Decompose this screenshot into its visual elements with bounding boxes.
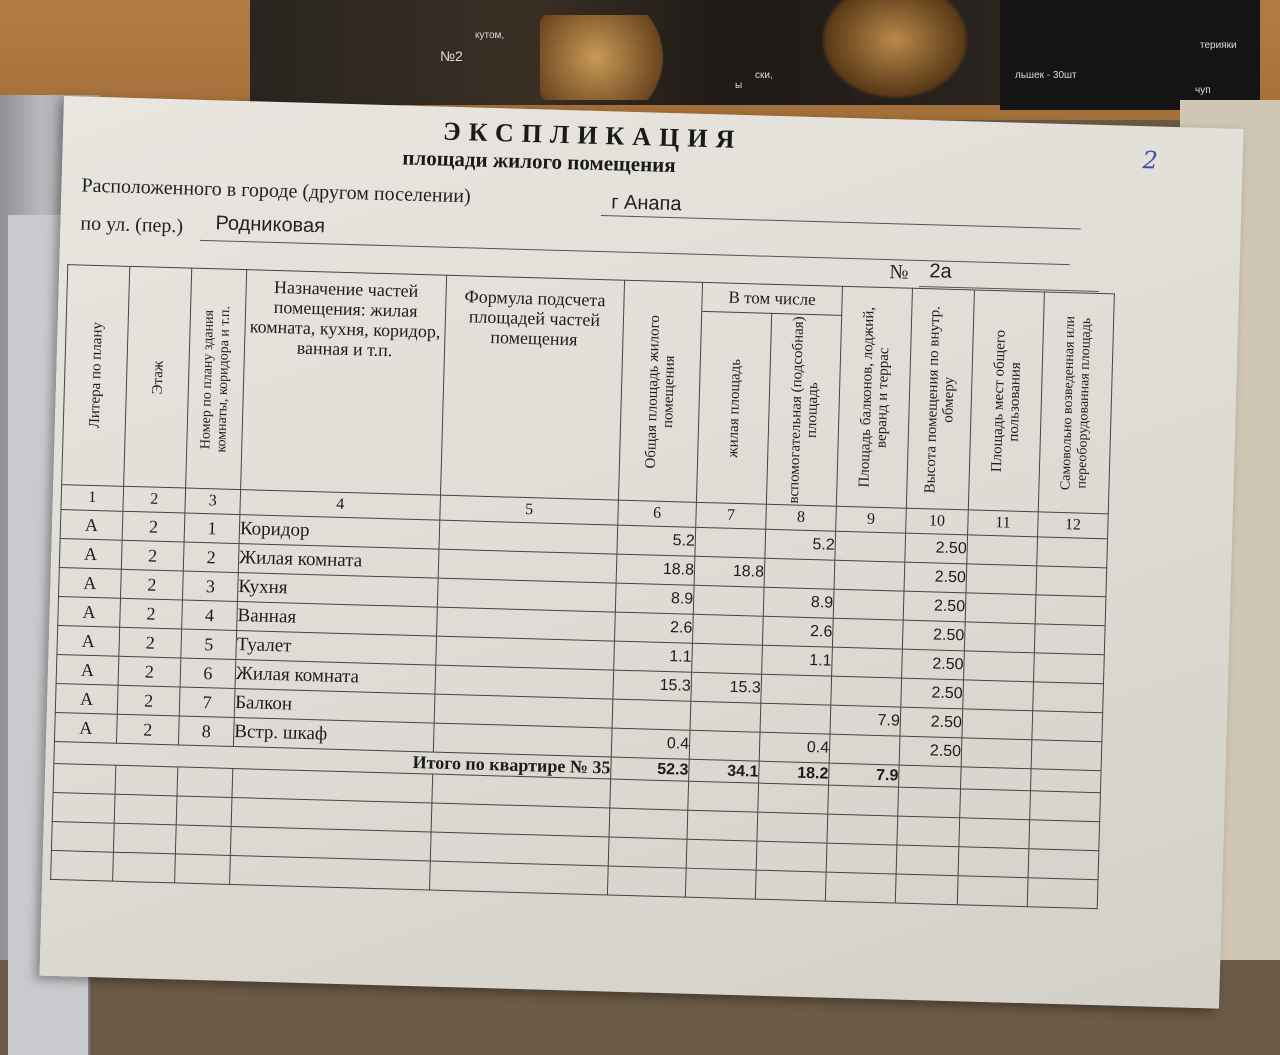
cell-unauthorized-area [1036, 566, 1107, 597]
cell-auxiliary-area: 0.4 [759, 732, 830, 763]
cell-height: 2.50 [902, 620, 965, 651]
cell-floor: 2 [118, 656, 181, 687]
explication-table [50, 264, 1115, 909]
cell-litera: А [56, 655, 119, 686]
column-number: 11 [968, 510, 1039, 537]
dark-menu-card [1000, 0, 1260, 110]
cell-auxiliary-area: 1.1 [762, 645, 833, 676]
cell-balcony-area [833, 589, 904, 620]
cell-total-area: 15.3 [613, 670, 692, 701]
cell-auxiliary-area [760, 703, 831, 734]
food-image [820, 0, 970, 100]
cell-floor: 2 [121, 540, 184, 571]
cell-room-name: Жилая комната [235, 660, 436, 695]
cell-balcony-area [835, 531, 906, 562]
cell-height: 2.50 [903, 591, 966, 622]
header-common-area: Площадь мест общего пользования [968, 290, 1044, 512]
house-value: 2а [929, 260, 952, 283]
cell-auxiliary-area: 8.9 [763, 587, 834, 618]
cell-height: 2.50 [905, 533, 968, 564]
cell-common-area [965, 593, 1036, 624]
totals-total-area: 52.3 [611, 757, 690, 781]
cell-balcony-area: 7.9 [830, 705, 901, 736]
cell-auxiliary-area: 2.6 [762, 616, 833, 647]
cell-balcony-area [832, 647, 903, 678]
cell-total-area: 18.8 [616, 554, 695, 585]
header-balcony-area: Площадь балконов, лоджий, веранд и террас [836, 286, 912, 508]
city-label: Расположенного в городе (другом поселении) [81, 174, 472, 208]
cell-balcony-area [831, 676, 902, 707]
header-purpose: Назначение частей помещения: жилая комната, кухня, коридор, ванная и т.п. [241, 270, 447, 495]
cell-total-area: 5.2 [617, 525, 696, 556]
cell-unauthorized-area [1034, 653, 1105, 684]
header-room-number: Номер по плану здания комнаты, коридора и т.п. [186, 268, 247, 489]
totals-balcony-area: 7.9 [829, 763, 900, 787]
cell-common-area [962, 709, 1033, 740]
cell-room-number: 6 [180, 658, 236, 689]
cell-height: 2.50 [904, 562, 967, 593]
cell-floor: 2 [120, 569, 183, 600]
card-text: №2 [440, 48, 463, 64]
column-number: 2 [123, 486, 186, 513]
card-text: ски, [755, 70, 773, 81]
cell-litera: А [60, 510, 123, 541]
header-auxiliary-area: вспомогательная (подсобная) площадь [766, 313, 841, 506]
cell-floor: 2 [119, 627, 182, 658]
totals-auxiliary-area: 18.2 [759, 761, 830, 785]
column-number: 4 [240, 490, 441, 521]
cell-height: 2.50 [901, 678, 964, 709]
cell-litera: А [55, 684, 118, 715]
header-floor: Этаж [124, 266, 192, 488]
cell-total-area: 0.4 [611, 728, 690, 759]
cell-room-number: 7 [179, 687, 235, 718]
cell-balcony-area [834, 560, 905, 591]
column-number: 8 [766, 504, 837, 531]
column-number: 3 [185, 488, 241, 515]
cell-room-name: Встр. шкаф [233, 717, 434, 752]
document-subtitle: площади жилого помещения [402, 145, 677, 178]
empty-cell [899, 765, 962, 789]
cell-litera: А [59, 539, 122, 570]
cell-unauthorized-area [1032, 711, 1103, 742]
cell-litera: А [57, 626, 120, 657]
header-including-group: В том числе [702, 282, 843, 315]
cell-unauthorized-area [1037, 537, 1108, 568]
cell-living-area: 18.8 [694, 556, 765, 587]
column-number: 6 [618, 500, 697, 527]
cell-living-area [692, 614, 763, 645]
header-total-area: Общая площадь жилого помещения [618, 280, 702, 502]
cell-balcony-area [832, 618, 903, 649]
cell-litera: А [59, 568, 122, 599]
column-number: 7 [696, 502, 767, 529]
cell-common-area [963, 680, 1034, 711]
cell-litera: А [54, 712, 117, 743]
street-label: по ул. (пер.) [80, 212, 184, 238]
cell-room-number: 8 [178, 716, 234, 747]
cell-room-number: 4 [182, 600, 238, 631]
cell-total-area: 8.9 [615, 583, 694, 614]
cell-height: 2.50 [902, 649, 965, 680]
cell-common-area [964, 651, 1035, 682]
house-label: № [889, 261, 909, 284]
cell-living-area [689, 730, 760, 761]
totals-label: Итого по квартире № 35 [54, 741, 611, 779]
column-number: 1 [61, 485, 124, 512]
cell-total-area [612, 699, 691, 730]
cell-room-name: Ванная [237, 602, 438, 637]
cell-room-number: 1 [184, 513, 240, 544]
header-living-area: жилая площадь [696, 311, 771, 504]
cell-room-name: Коридор [239, 515, 440, 550]
cell-living-area [692, 643, 763, 674]
column-number: 12 [1038, 512, 1109, 539]
cell-auxiliary-area [764, 558, 835, 589]
cell-living-area [693, 585, 764, 616]
column-number: 9 [836, 506, 907, 533]
empty-cell [1030, 769, 1101, 793]
cell-common-area [966, 564, 1037, 595]
cell-room-number: 2 [183, 542, 239, 573]
cell-auxiliary-area: 5.2 [765, 529, 836, 560]
food-image [540, 15, 680, 100]
cell-height: 2.50 [899, 736, 962, 767]
header-unauthorized-area: Самовольно возведенная или переоборудованная площадь [1038, 292, 1114, 514]
card-text: терияки [1200, 40, 1237, 51]
cell-room-number: 5 [181, 629, 237, 660]
cell-unauthorized-area [1033, 682, 1104, 713]
cell-living-area: 15.3 [691, 672, 762, 703]
cell-total-area: 2.6 [614, 612, 693, 643]
cell-floor: 2 [122, 511, 185, 542]
explication-page [39, 96, 1243, 1009]
header-litera: Литера по плану [62, 265, 130, 487]
cell-auxiliary-area [761, 674, 832, 705]
cell-room-name: Кухня [237, 573, 438, 608]
column-number: 10 [906, 508, 969, 535]
cell-living-area [695, 527, 766, 558]
cell-unauthorized-area [1034, 624, 1105, 655]
document-title: ЭКСПЛИКАЦИЯ [442, 116, 743, 154]
card-text: льшек - 30шт [1015, 70, 1077, 81]
cell-litera: А [58, 597, 121, 628]
street-value: Родниковая [215, 212, 326, 238]
cell-floor: 2 [120, 598, 183, 629]
totals-living-area: 34.1 [689, 759, 760, 783]
cell-height: 2.50 [900, 707, 963, 738]
card-text: чуп [1195, 85, 1211, 96]
empty-cell [961, 767, 1032, 791]
cell-unauthorized-area [1031, 740, 1102, 771]
cell-floor: 2 [117, 685, 180, 716]
city-value: г Анапа [610, 191, 682, 216]
cell-room-name: Балкон [234, 689, 435, 724]
card-text: кутом, [475, 30, 505, 41]
cell-floor: 2 [116, 714, 179, 745]
column-number: 5 [440, 495, 619, 525]
cell-room-number: 3 [182, 571, 238, 602]
header-height: Высота помещения по внутр. обмеру [906, 288, 974, 510]
cell-total-area: 1.1 [614, 641, 693, 672]
card-text: ы [735, 80, 743, 91]
cell-room-name: Туалет [236, 631, 437, 666]
cell-unauthorized-area [1035, 595, 1106, 626]
cell-common-area [961, 738, 1032, 769]
cell-room-name: Жилая комната [238, 544, 439, 579]
city-underline [601, 215, 1081, 229]
cell-common-area [964, 622, 1035, 653]
handwritten-page-number: 2 [1142, 146, 1159, 175]
cell-balcony-area [829, 734, 900, 765]
cell-living-area [690, 701, 761, 732]
header-formula: Формула подсчета площадей частей помещения [441, 275, 625, 500]
cell-common-area [967, 535, 1038, 566]
